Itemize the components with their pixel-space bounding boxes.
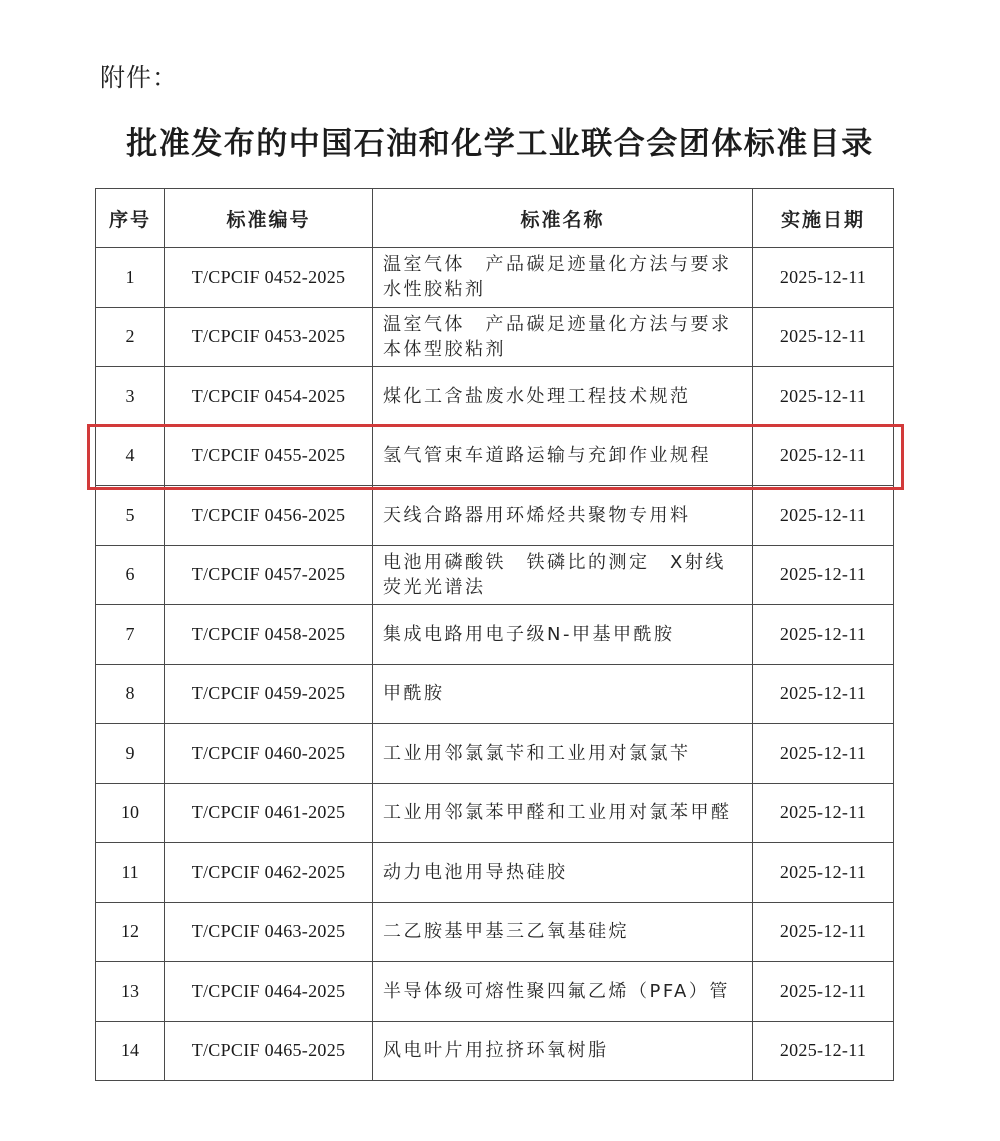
row-standard-code: T/CPCIF 0453-2025	[165, 307, 373, 367]
row-effective-date: 2025-12-11	[753, 248, 894, 308]
row-serial-number: 9	[96, 724, 165, 784]
row-standard-code: T/CPCIF 0454-2025	[165, 367, 373, 427]
table-row	[96, 724, 894, 784]
table-row	[96, 426, 894, 486]
row-standard-name: 工业用邻氯氯苄和工业用对氯氯苄	[373, 724, 753, 784]
row-effective-date: 2025-12-11	[753, 545, 894, 605]
row-standard-code: T/CPCIF 0460-2025	[165, 724, 373, 784]
row-effective-date: 2025-12-11	[753, 367, 894, 427]
table-row	[96, 783, 894, 843]
row-standard-name: 半导体级可熔性聚四氟乙烯（PFA）管	[373, 962, 753, 1022]
row-effective-date: 2025-12-11	[753, 902, 894, 962]
header-serial-number: 序号	[96, 189, 165, 248]
row-serial-number: 13	[96, 962, 165, 1022]
row-standard-name: 温室气体 产品碳足迹量化方法与要求 本体型胶粘剂	[373, 307, 753, 367]
row-serial-number: 11	[96, 843, 165, 903]
table-row	[96, 486, 894, 546]
row-standard-name: 二乙胺基甲基三乙氧基硅烷	[373, 902, 753, 962]
row-serial-number: 12	[96, 902, 165, 962]
row-effective-date: 2025-12-11	[753, 724, 894, 784]
row-serial-number: 1	[96, 248, 165, 308]
table-body	[96, 248, 894, 1081]
row-serial-number: 5	[96, 486, 165, 546]
row-effective-date: 2025-12-11	[753, 307, 894, 367]
row-standard-code: T/CPCIF 0458-2025	[165, 605, 373, 665]
row-standard-name: 集成电路用电子级N-甲基甲酰胺	[373, 605, 753, 665]
row-serial-number: 3	[96, 367, 165, 427]
header-standard-code: 标准编号	[165, 189, 373, 248]
row-standard-code: T/CPCIF 0461-2025	[165, 783, 373, 843]
row-standard-name: 工业用邻氯苯甲醛和工业用对氯苯甲醛	[373, 783, 753, 843]
row-effective-date: 2025-12-11	[753, 426, 894, 486]
table-row	[96, 248, 894, 308]
row-serial-number: 2	[96, 307, 165, 367]
attachment-label: 附件：	[100, 63, 179, 92]
document-title: 批准发布的中国石油和化学工业联合会团体标准目录	[126, 126, 874, 162]
row-effective-date: 2025-12-11	[753, 843, 894, 903]
table-row	[96, 367, 894, 427]
row-serial-number: 10	[96, 783, 165, 843]
row-serial-number: 7	[96, 605, 165, 665]
row-standard-name: 氢气管束车道路运输与充卸作业规程	[373, 426, 753, 486]
header-standard-name: 标准名称	[373, 189, 753, 248]
row-effective-date: 2025-12-11	[753, 664, 894, 724]
table-row	[96, 545, 894, 605]
row-effective-date: 2025-12-11	[753, 605, 894, 665]
standards-table	[95, 188, 894, 1081]
row-standard-code: T/CPCIF 0464-2025	[165, 962, 373, 1022]
table-header-row	[96, 189, 894, 248]
row-serial-number: 6	[96, 545, 165, 605]
row-standard-code: T/CPCIF 0459-2025	[165, 664, 373, 724]
table-row	[96, 605, 894, 665]
row-standard-code: T/CPCIF 0462-2025	[165, 843, 373, 903]
row-standard-code: T/CPCIF 0463-2025	[165, 902, 373, 962]
row-effective-date: 2025-12-11	[753, 1021, 894, 1081]
row-standard-code: T/CPCIF 0465-2025	[165, 1021, 373, 1081]
row-standard-name: 动力电池用导热硅胶	[373, 843, 753, 903]
table-row	[96, 843, 894, 903]
row-standard-code: T/CPCIF 0452-2025	[165, 248, 373, 308]
table-row	[96, 307, 894, 367]
row-standard-code: T/CPCIF 0456-2025	[165, 486, 373, 546]
row-standard-name: 甲酰胺	[373, 664, 753, 724]
row-serial-number: 4	[96, 426, 165, 486]
row-effective-date: 2025-12-11	[753, 783, 894, 843]
row-standard-name: 电池用磷酸铁 铁磷比的测定 X射线 荧光光谱法	[373, 545, 753, 605]
row-effective-date: 2025-12-11	[753, 962, 894, 1022]
header-effective-date: 实施日期	[753, 189, 894, 248]
row-standard-name: 温室气体 产品碳足迹量化方法与要求 水性胶粘剂	[373, 248, 753, 308]
row-effective-date: 2025-12-11	[753, 486, 894, 546]
table-row	[96, 664, 894, 724]
table-row	[96, 1021, 894, 1081]
row-standard-code: T/CPCIF 0457-2025	[165, 545, 373, 605]
row-serial-number: 8	[96, 664, 165, 724]
row-standard-code: T/CPCIF 0455-2025	[165, 426, 373, 486]
table-row	[96, 902, 894, 962]
row-standard-name: 风电叶片用拉挤环氧树脂	[373, 1021, 753, 1081]
table-row	[96, 962, 894, 1022]
row-standard-name: 天线合路器用环烯烃共聚物专用料	[373, 486, 753, 546]
row-standard-name: 煤化工含盐废水处理工程技术规范	[373, 367, 753, 427]
row-serial-number: 14	[96, 1021, 165, 1081]
